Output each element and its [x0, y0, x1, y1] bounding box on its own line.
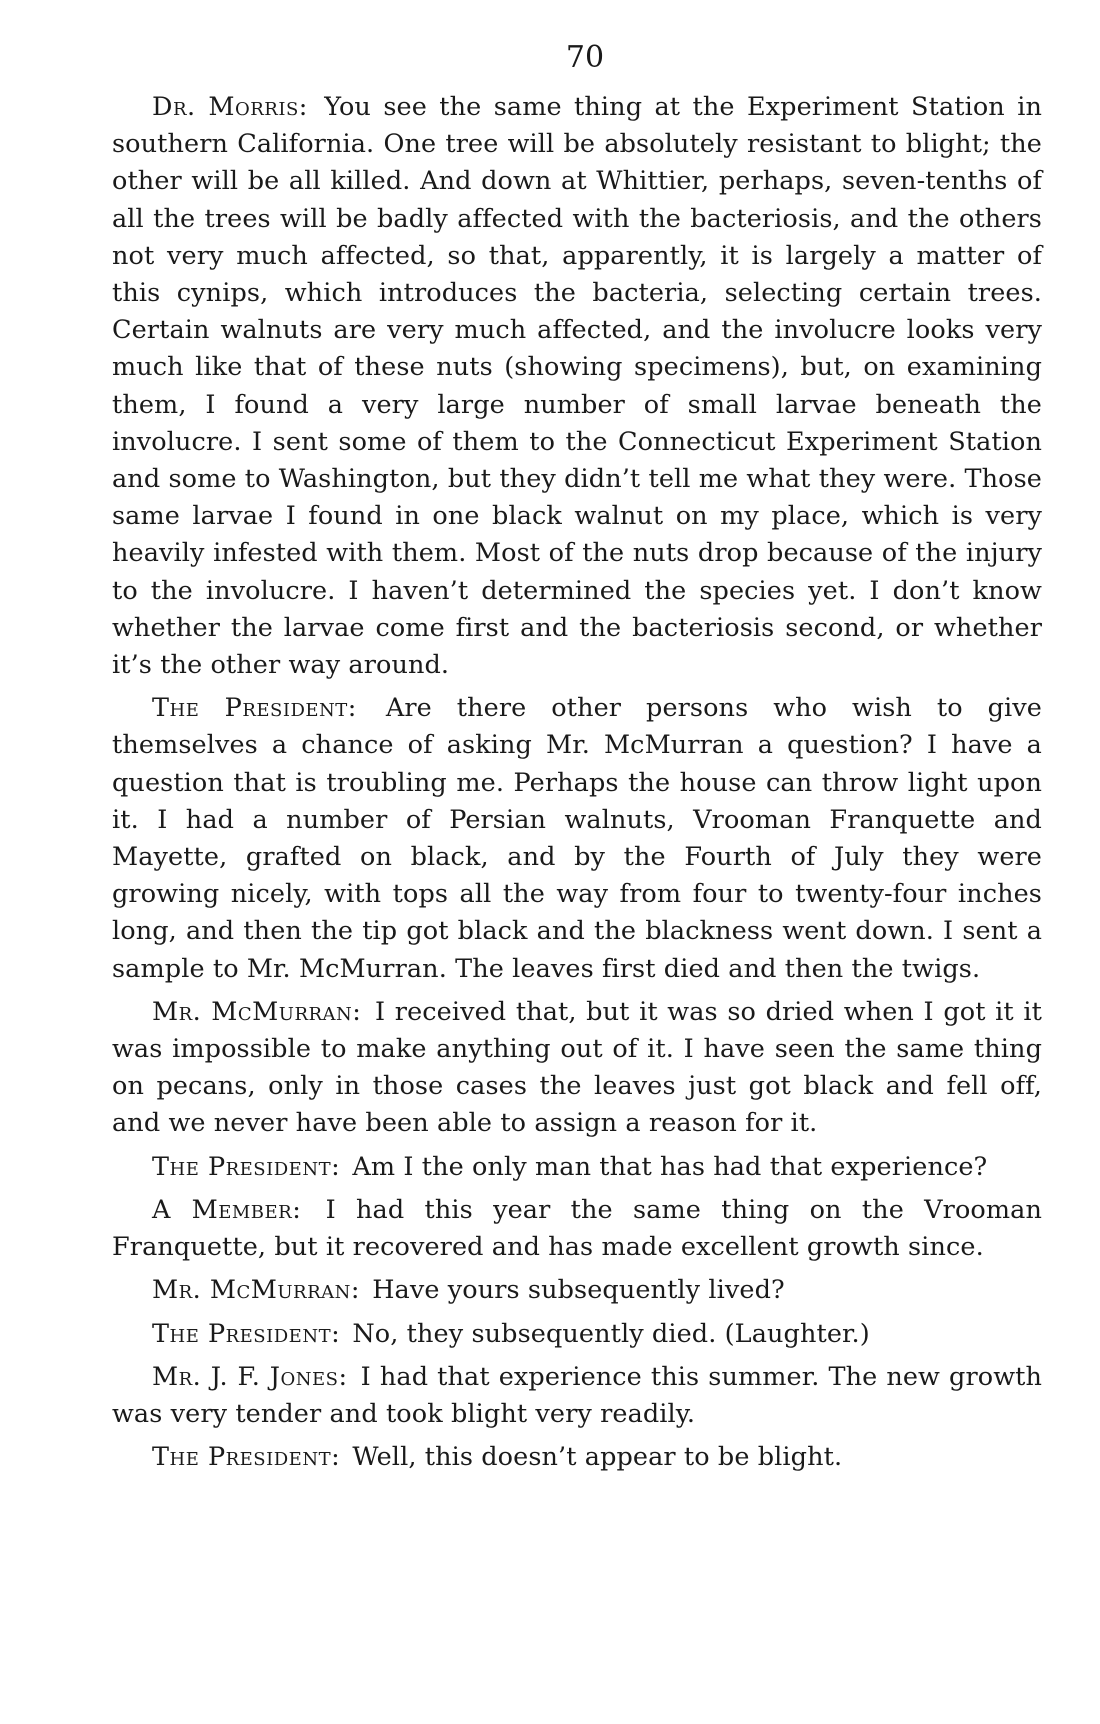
speech-text: Am I the only man that has had that experience?: [352, 1151, 988, 1182]
speaker-label: The President:: [152, 1442, 341, 1473]
paragraph-jones: [112, 1359, 1042, 1433]
paragraph-president-died: [112, 1316, 1042, 1353]
speaker-label: The President:: [152, 1151, 341, 1182]
speech-text: I received that, but it was so dried when I got it it was impossible to make anything out of it. I have seen the same thing on pecans, only in those cases the leaves just got black and fell off, and we never have been able to assign a reason for it.: [112, 996, 1042, 1139]
speaker-label: The President:: [152, 1318, 341, 1349]
speaker-label: Mr. McMurran:: [152, 996, 362, 1027]
speaker-label: Mr. McMurran:: [152, 1275, 360, 1306]
paragraph-president-blight: [112, 1439, 1042, 1476]
paragraph-president-experience: [112, 1149, 1042, 1186]
speech-text: You see the same thing at the Experiment Station in southern California. One tree will be absolutely resistant to blight; the other will be all killed. And down at Whittier, perhaps, seven-tenths of all the trees will be badly affected with the bacteriosis, and the others not very much affected, so that, apparently, it is largely a matter of this cynips, which introduces the bacteria, selecting certain trees. Certain walnuts are very much affected, and the involucre looks very much like that of these nuts (showing specimens), but, on examining them, I found a very large number of small larvae beneath the involucre. I sent some of them to the Connecticut Experiment Station and some to Washington, but they didn’t tell me what they were. Those same larvae I found in one black walnut on my place, which is very heavily infested with them. Most of the nuts drop because of the injury to the involucre. I haven’t determined the species yet. I don’t know whether the larvae come first and the bacteriosis second, or whether it’s the other way around.: [112, 92, 1042, 681]
speaker-label: Mr. J. F. Jones:: [152, 1361, 348, 1392]
speaker-label: The President:: [152, 693, 357, 724]
speech-text: No, they subsequently died. (Laughter.): [352, 1318, 870, 1349]
paragraph-mcmurran-question: [112, 1272, 1042, 1309]
paragraph-morris: [112, 89, 1042, 684]
speaker-label: A Member:: [152, 1194, 302, 1225]
page-number: 70: [565, 40, 605, 75]
speech-text: I had that experience this summer. The new growth was very tender and took blight very readily.: [112, 1361, 1042, 1429]
paragraph-member: [112, 1192, 1042, 1266]
speaker-label: Dr. Morris:: [152, 92, 308, 122]
paragraph-mcmurran-reply: [112, 994, 1042, 1143]
speech-text: Have yours subsequently lived?: [372, 1275, 785, 1306]
paragraph-president-question: [112, 690, 1042, 988]
speech-text: Are there other persons who wish to give themselves a chance of asking Mr. McMurran a question? I have a question that is troubling me. Perhaps the house can throw light upon it. I had a number of Persian walnuts, Vrooman Franquette and Mayette, grafted on black, and by the Fourth of July they were growing nicely, with tops all the way from four to twenty-four inches long, and then the tip got black and the blackness went down. I sent a sample to Mr. McMurran. The leaves first died and then the twigs.: [112, 693, 1042, 984]
speech-text: Well, this doesn’t appear to be blight.: [352, 1442, 843, 1473]
document-page: [112, 40, 1042, 1482]
speech-text: I had this year the same thing on the Vrooman Franquette, but it recovered and has made excellent growth since.: [112, 1194, 1042, 1263]
